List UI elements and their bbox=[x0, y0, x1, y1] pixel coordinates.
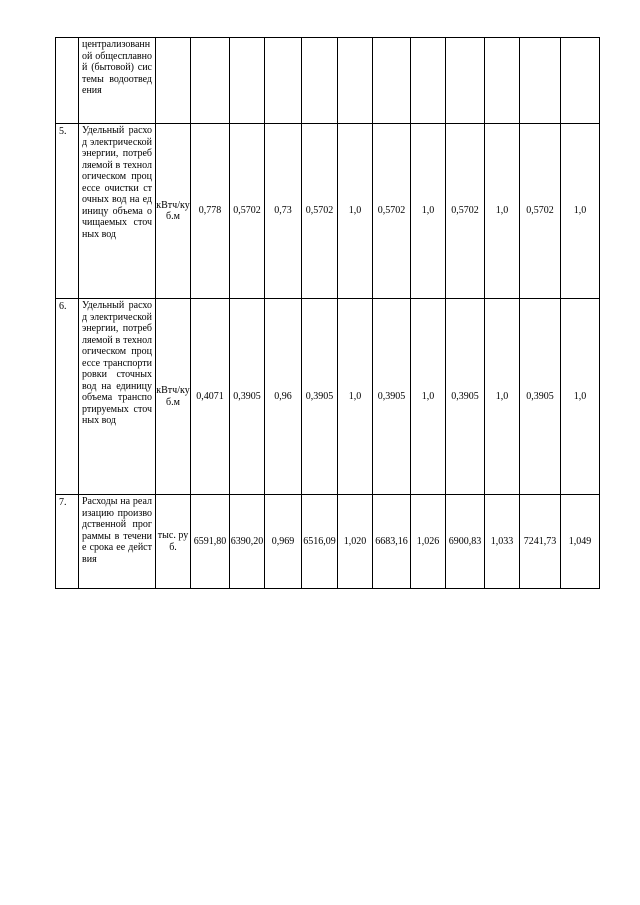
value-cell bbox=[230, 38, 265, 124]
value-cell: 1,0 bbox=[338, 299, 373, 495]
value-cell bbox=[485, 38, 520, 124]
value-cell: 0,5702 bbox=[446, 124, 485, 299]
value-cell bbox=[191, 38, 230, 124]
value-cell: 0,969 bbox=[265, 495, 302, 589]
table-row bbox=[56, 299, 600, 495]
value-cell: 1,049 bbox=[561, 495, 600, 589]
value-cell: 0,5702 bbox=[520, 124, 561, 299]
value-cell: 1,020 bbox=[338, 495, 373, 589]
row-number bbox=[56, 38, 79, 124]
table-row bbox=[56, 495, 600, 589]
value-cell: 0,3905 bbox=[302, 299, 338, 495]
row-description: централизованной общесплавной (бытовой) системы водоотведения bbox=[79, 38, 156, 124]
value-cell bbox=[411, 38, 446, 124]
value-cell: 0,4071 bbox=[191, 299, 230, 495]
value-cell bbox=[446, 38, 485, 124]
value-cell bbox=[302, 38, 338, 124]
value-cell: 1,0 bbox=[561, 299, 600, 495]
value-cell: 0,3905 bbox=[373, 299, 411, 495]
row-number: 6. bbox=[56, 299, 79, 495]
value-cell: 7241,73 bbox=[520, 495, 561, 589]
table-row bbox=[56, 124, 600, 299]
value-cell bbox=[338, 38, 373, 124]
value-cell: 1,026 bbox=[411, 495, 446, 589]
value-cell: 1,033 bbox=[485, 495, 520, 589]
value-cell bbox=[265, 38, 302, 124]
row-number: 7. bbox=[56, 495, 79, 589]
value-cell: 0,96 bbox=[265, 299, 302, 495]
value-cell: 1,0 bbox=[485, 299, 520, 495]
value-cell: 0,778 bbox=[191, 124, 230, 299]
row-unit: кВтч/куб.м bbox=[156, 299, 191, 495]
value-cell: 0,5702 bbox=[373, 124, 411, 299]
value-cell: 0,5702 bbox=[230, 124, 265, 299]
value-cell: 0,73 bbox=[265, 124, 302, 299]
table-row bbox=[56, 38, 600, 124]
value-cell: 1,0 bbox=[411, 299, 446, 495]
value-cell: 0,5702 bbox=[302, 124, 338, 299]
value-cell: 0,3905 bbox=[520, 299, 561, 495]
indicators-table bbox=[55, 37, 600, 589]
value-cell: 1,0 bbox=[411, 124, 446, 299]
value-cell: 0,3905 bbox=[446, 299, 485, 495]
value-cell: 6900,83 bbox=[446, 495, 485, 589]
value-cell: 6591,80 bbox=[191, 495, 230, 589]
row-number: 5. bbox=[56, 124, 79, 299]
value-cell bbox=[520, 38, 561, 124]
value-cell: 0,3905 bbox=[230, 299, 265, 495]
value-cell: 6683,16 bbox=[373, 495, 411, 589]
value-cell: 1,0 bbox=[561, 124, 600, 299]
row-description: Расходы на реализацию производственной программы в течение срока ее действия bbox=[79, 495, 156, 589]
row-unit bbox=[156, 38, 191, 124]
value-cell bbox=[373, 38, 411, 124]
value-cell: 1,0 bbox=[485, 124, 520, 299]
row-description: Удельный расход электрической энергии, потребляемой в технологическом процессе транспортировки сточных вод на единицу объема транспортируемых сточных вод bbox=[79, 299, 156, 495]
value-cell: 6390,20 bbox=[230, 495, 265, 589]
value-cell bbox=[561, 38, 600, 124]
row-unit: кВтч/куб.м bbox=[156, 124, 191, 299]
row-description: Удельный расход электрической энергии, потребляемой в технологическом процессе очистки сточных вод на единицу объема очищаемых сточных вод bbox=[79, 124, 156, 299]
row-unit: тыс. руб. bbox=[156, 495, 191, 589]
value-cell: 1,0 bbox=[338, 124, 373, 299]
value-cell: 6516,09 bbox=[302, 495, 338, 589]
